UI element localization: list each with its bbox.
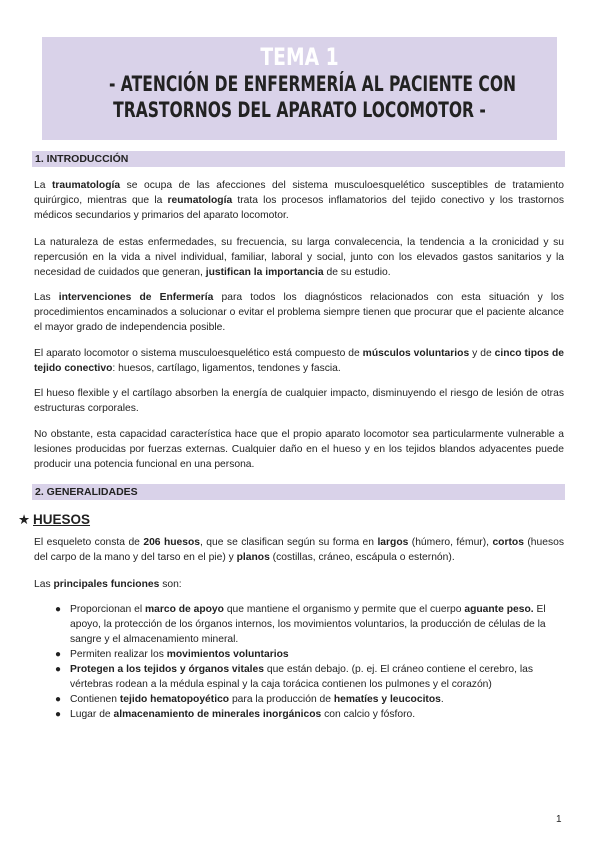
title-line-1: - ATENCIÓN DE ENFERMERÍA AL PACIENTE CON	[108, 72, 517, 96]
list-item: ● Protegen a los tejidos y órganos vitales que están debajo. (p. ej. El cráneo contiene el cerebro, las vértebras rodean a la médula espinal y la caja torácica contienen los pulmones y el corazón)	[55, 664, 534, 690]
bullet-icon: ●	[55, 709, 62, 720]
paragraph-intro-4: El aparato locomotor o sistema musculoesquelético está compuesto de músculos voluntarios y de cinco tipos de tejido conectivo: huesos, cartílago, ligamentos, tendones y fascia.	[34, 348, 564, 374]
bullet-icon: ●	[55, 694, 62, 705]
list-item: ● Contienen tejido hematopoyético para la producción de hematíes y leucocitos.	[55, 694, 444, 705]
list-item: ● Permiten realizar los movimientos voluntarios	[55, 649, 289, 660]
section-heading-introduccion: 1. INTRODUCCIÓN	[32, 151, 565, 167]
tema-label: TEMA 1	[260, 43, 339, 71]
paragraph-intro-5: El hueso flexible y el cartílago absorben la energía de cualquier impacto, disminuyendo el riesgo de lesión de otras estructuras corporales.	[34, 388, 564, 414]
page-number: 1	[556, 814, 562, 825]
paragraph-intro-1: La traumatología se ocupa de las afecciones del sistema musculoesquelético susceptibles de tratamiento quirúrgico, mientras que la reumatología trata los procesos inflamatorios del tejido conectivo y los trastornos médicos secundarios y primarios del aparato locomotor.	[34, 180, 564, 221]
star-icon: ★	[18, 512, 31, 527]
title-line-2: TRASTORNOS DEL APARATO LOCOMOTOR -	[113, 98, 486, 122]
subheading-huesos: ★ HUESOS	[18, 512, 91, 527]
paragraph-intro-2: La naturaleza de estas enfermedades, su frecuencia, su larga convalecencia, la tendencia a la cronicidad y su repercusión en la vida a nivel individual, familiar, laboral y social, junto con los elevados gastos sanitarios y la necesidad de cuidados que generan, justifican la importancia de su estudio.	[34, 237, 564, 278]
list-item: ● Proporcionan el marco de apoyo que mantiene el organismo y permite que el cuerpo aguantе peso. El apoyo, la protección de los órganos internos, los movimientos voluntarios, la producción de células de la sangre y el almacenamiento mineral.	[55, 604, 546, 645]
section-heading-generalidades: 2. GENERALIDADES	[32, 484, 565, 500]
bullet-icon: ●	[55, 664, 62, 675]
functions-list	[55, 602, 565, 722]
paragraph-intro-6: No obstante, esta capacidad característica hace que el propio aparato locomotor sea particularmente vulnerable a lesiones producidas por fuerzas externas. Cualquier daño en el hueso y en los tejidos blandos adyacentes puede producir una potencia funcional en una persona.	[34, 429, 564, 470]
title-banner	[42, 37, 557, 140]
paragraph-funciones-intro: Las principales funciones son:	[34, 579, 182, 590]
bullet-icon: ●	[55, 649, 62, 660]
paragraph-huesos-1: El esqueleto consta de 206 huesos, que se clasifican según su forma en largos (húmero, fémur), cortos (huesos del carpo de la mano y del tarso en el pie) y planos (costillas, cráneo, escápula o esternón).	[34, 537, 565, 563]
paragraph-intro-3: Las intervenciones de Enfermería para todos los diagnósticos relacionados con esta situación y los procedimientos encaminados a solucionar o evitar el problema siempre tienen que procurar que el paciente alcance el mayor grado de independencia posible.	[34, 292, 564, 333]
bullet-icon: ●	[55, 604, 62, 615]
list-item: ● Lugar de almacenamiento de minerales inorgánicos con calcio y fósforo.	[55, 709, 416, 720]
